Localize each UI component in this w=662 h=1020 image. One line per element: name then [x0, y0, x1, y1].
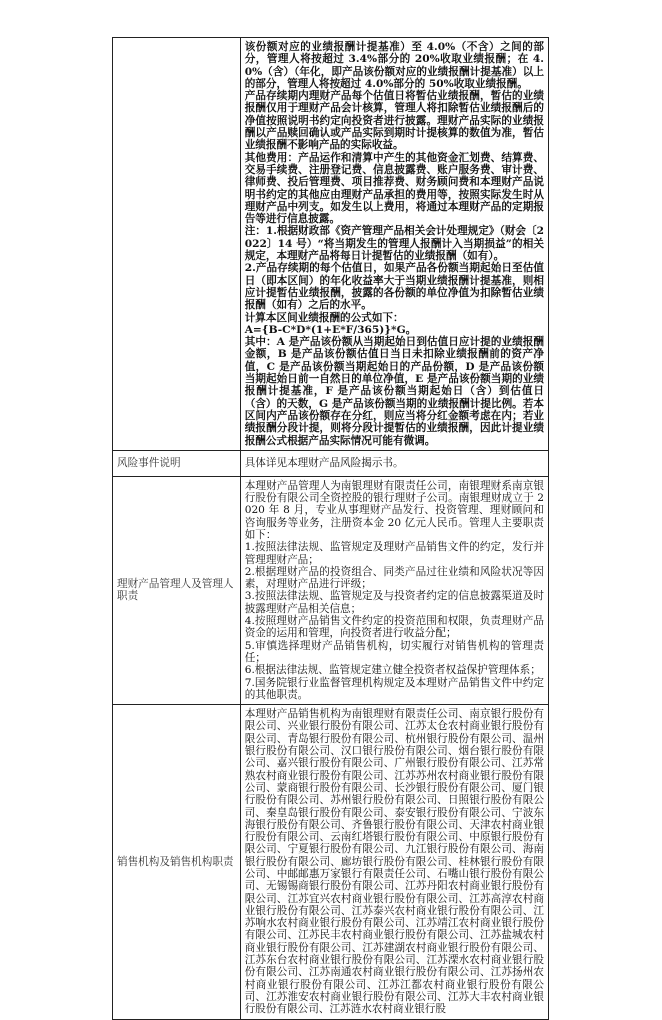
table-row-manager: [113, 476, 549, 704]
row-content: [240, 705, 548, 1019]
paragraph: A={B-C*D*(1+E*F/365)}*G。: [244, 323, 417, 336]
product-info-table: [112, 37, 549, 1020]
table-row-fees: [113, 38, 549, 451]
paragraph: 7.国务院银行业监督管理机构规定及本理财产品销售文件中约定的其他职责。: [244, 676, 544, 701]
row-content: [240, 476, 548, 704]
paragraph: 5.审慎选择理财产品销售机构，切实履行对销售机构的管理责任；: [244, 639, 544, 664]
table-row-sales-agencies: [113, 705, 549, 1019]
paragraph: 1.按照法律法规、监管规定及理财产品销售文件的约定，发行并管理理财产品；: [244, 541, 544, 566]
row-label: 理财产品管理人及管理人职责: [113, 476, 241, 704]
row-label: [113, 38, 241, 451]
paragraph: 2.产品存续期的每个估值日，如果产品各份额当期起始日至估值日（即本区间）的年化收益率大于当期业绩报酬计提基准，则相应计提暂估业绩报酬，披露的各份额的单位净值为扣除暂估业绩报酬（如有）之后的水平。: [244, 262, 544, 312]
paragraph: 6.根据法律法规、监管规定建立健全投资者权益保护管理体系；: [244, 664, 541, 677]
row-content: [240, 450, 548, 476]
table-row-risk-events: [113, 450, 549, 476]
paragraph: 本理财产品管理人为南银理财有限责任公司，南银理财系南京银行股份有限公司全资控股的银行理财子公司。南银理财成立于 2020 年 8 月，专业从事理财产品发行、投资管理、理财顾问和咨询服务等业务，注册资本金 20 亿元人民币。管理人主要职责如下：: [244, 479, 544, 541]
paragraph: 其他费用：产品运作和清算中产生的其他资金汇划费、结算费、交易手续费、注册登记费、信息披露费、账户服务费、审计费、律师费、投后管理费、项目推荐费、财务顾问费和本理财产品说明书约定的其他应由理财产品承担的费用等，按照实际发生时从理财产品中列支。如发生以上费用，将通过本理财产品的定期报告等进行信息披露。: [244, 151, 544, 226]
paragraph: 注：1.根据财政部《资产管理产品相关会计处理规定》（财会〔2022〕14 号）“将当期发生的管理人报酬计入当期损益”的相关规定，本理财产品将每日计提暂估的业绩报酬（如有）。: [244, 225, 544, 263]
paragraph: 2.根据理财产品的投资组合、同类产品过往业绩和风险状况等因素，对理财产品进行评级；: [244, 565, 544, 591]
paragraph: 本理财产品销售机构为南银理财有限责任公司、南京银行股份有限公司、兴业银行股份有限公司、江苏太仓农村商业银行股份有限公司、青岛银行股份有限公司、杭州银行股份有限公司、温州银行股份有限公司、汉口银行股份有限公司、烟台银行股份有限公司、嘉兴银行股份有限公司、广州银行股份有限公司、江苏常熟农村商业银行股份有限公司、江苏苏州农村商业银行股份有限公司、蒙商银行股份有限公司、长沙银行股份有限公司、厦门银行股份有限公司、苏州银行股份有限公司、日照银行股份有限公司、秦皇岛银行股份有限公司、泰安银行股份有限公司、宁波东海银行股份有限公司、齐鲁银行股份有限公司、天津农村商业银行股份有限公司、云南红塔银行股份有限公司、中原银行股份有限公司、宁夏银行股份有限公司、九江银行股份有限公司、海南银行股份有限公司、廊坊银行股份有限公司、桂林银行股份有限公司、中邮邮惠万家银行有限责任公司、石嘴山银行股份有限公司、无锡锡商银行股份有限公司、江苏丹阳农村商业银行股份有限公司、江苏宜兴农村商业银行股份有限公司、江苏高淳农村商业银行股份有限公司、江苏泰兴农村商业银行股份有限公司、江苏响水农村商业银行股份有限公司、江苏靖江农村商业银行股份有限公司、江苏民丰农村商业银行股份有限公司、江苏盐城农村商业银行股份有限公司、江苏建湖农村商业银行股份有限公司、江苏东台农村商业银行股份有限公司、江苏溧水农村商业银行股份有限公司、江苏南通农村商业银行股份有限公司、江苏扬州农村商业银行股份有限公司、江苏江都农村商业银行股份有限公司、江苏淮安农村商业银行股份有限公司、江苏大丰农村商业银行股份有限公司、江苏涟水农村商业银行股: [244, 708, 544, 1016]
paragraph: 其中：A 是产品该份额从当期起始日到估值日应计提的业绩报酬金额，B 是产品该份额估值日当日未扣除业绩报酬前的资产净值，C 是产品该份额当期起始日的产品份额，D 是产品该份额当期起始日前一自然日的单位净值，E 是产品该份额当期的业绩报酬计提基准，F 是产品该份额当期起始日（含）到估值日（含）的天数，G 是产品该份额当期的业绩报酬计提比例。若本区间内产品该份额存在分红，则应当将分红金额考虑在内；若业绩报酬分段计提，则将分段计提暂估的业绩报酬，因此计提业绩报酬公式根据产品实际情况可能有微调。: [244, 336, 544, 447]
paragraph: 产品存续期内理财产品每个估值日将暂估业绩报酬，暂估的业绩报酬仅用于理财产品会计核算，管理人将扣除暂估业绩报酬后的净值按照说明书约定向投资者进行披露。理财产品实际的业绩报酬以产品赎回确认或产品实际到期时计提核算的数值为准，暂估业绩报酬不影响产品的实际收益。: [244, 90, 544, 152]
row-label: 销售机构及销售机构职责: [113, 705, 241, 1019]
paragraph: 计算本区间业绩报酬的公式如下：: [244, 311, 404, 324]
paragraph: 4.按照理财产品销售文件约定的投资范围和权限，负责理财产品资金的运用和管理，向投资者进行收益分配；: [244, 615, 544, 640]
row-content: [240, 38, 548, 451]
paragraph: 3.按照法律法规、监管规定及与投资者约定的信息披露渠道及时披露理财产品相关信息；: [244, 590, 544, 615]
paragraph: 具体详见本理财产品风险揭示书。: [244, 457, 404, 470]
row-label: 风险事件说明: [113, 450, 241, 476]
paragraph: 该份额对应的业绩报酬计提基准）至 4.0%（不含）之间的部分，管理人将按超过 3.4%部分的 20%收取业绩报酬；在 4.0%（含）（年化，即产品该份额对应的业绩报酬计提基准）以上的部分，管理人将按超过 4.0%部分的 50%收取业绩报酬。: [244, 41, 544, 90]
